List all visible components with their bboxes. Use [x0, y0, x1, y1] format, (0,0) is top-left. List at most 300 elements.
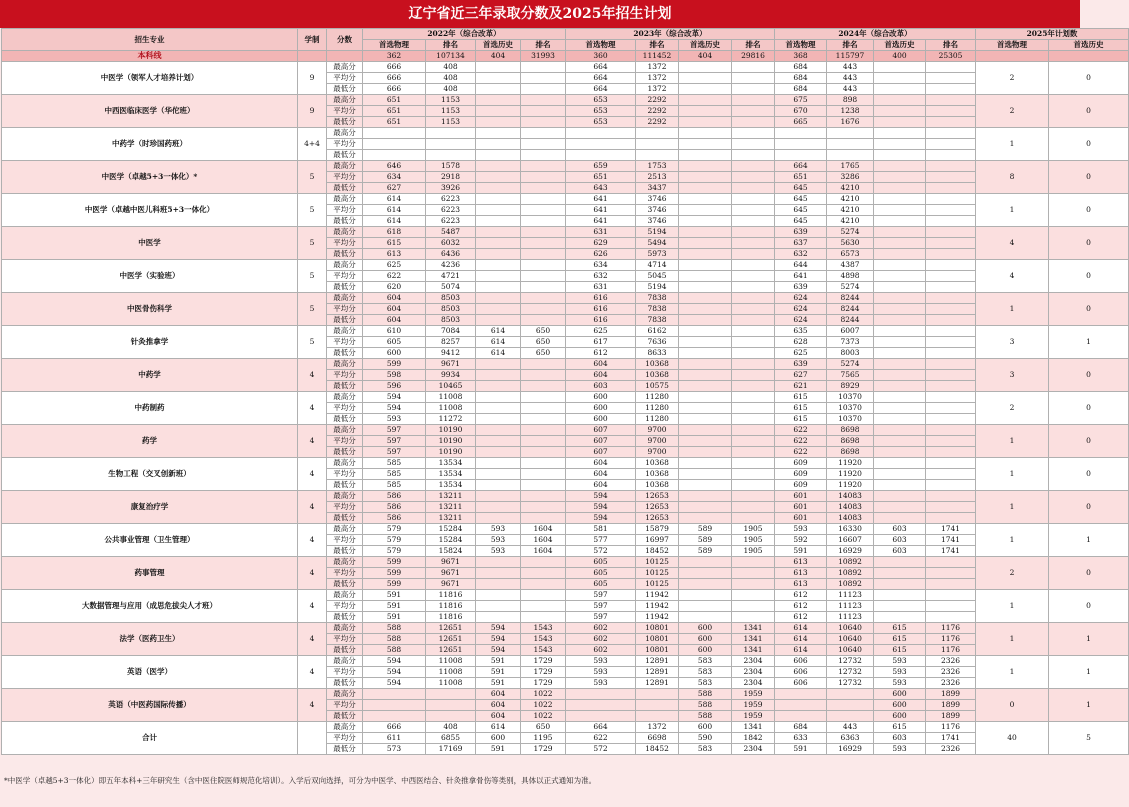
score-cell: 653 — [566, 106, 636, 117]
score-cell — [426, 128, 476, 139]
plan-physics: 2 — [976, 62, 1049, 95]
plan-physics: 1 — [976, 293, 1049, 326]
score-cell: 12732 — [827, 667, 874, 678]
score-cell — [679, 282, 732, 293]
score-cell — [363, 700, 426, 711]
score-label: 平均分 — [327, 436, 363, 447]
score-cell: 9700 — [636, 447, 679, 458]
major-name: 康复治疗学 — [2, 491, 298, 524]
score-cell: 10640 — [827, 623, 874, 634]
score-cell: 603 — [874, 524, 926, 535]
score-cell: 645 — [775, 205, 827, 216]
score-cell: 615 — [874, 722, 926, 733]
score-cell: 646 — [363, 161, 426, 172]
score-cell: 607 — [566, 447, 636, 458]
benke-label: 本科线 — [2, 51, 298, 62]
score-cell: 594 — [566, 513, 636, 524]
score-cell: 594 — [363, 667, 426, 678]
score-label: 最高分 — [327, 293, 363, 304]
score-cell: 637 — [775, 238, 827, 249]
score-cell: 1905 — [732, 524, 775, 535]
score-cell — [874, 392, 926, 403]
score-cell: 1543 — [521, 645, 566, 656]
plan-physics: 4 — [976, 227, 1049, 260]
score-cell: 3286 — [827, 172, 874, 183]
score-cell: 12651 — [426, 634, 476, 645]
score-cell — [679, 403, 732, 414]
score-cell: 593 — [476, 546, 521, 557]
score-cell — [476, 139, 521, 150]
score-cell — [827, 700, 874, 711]
score-cell: 606 — [775, 656, 827, 667]
score-cell — [775, 150, 827, 161]
score-cell: 1341 — [732, 634, 775, 645]
table-row — [2, 161, 1129, 172]
score-cell: 594 — [566, 491, 636, 502]
score-label: 最高分 — [327, 425, 363, 436]
score-cell — [521, 249, 566, 260]
plan-history: 1 — [1049, 623, 1129, 656]
score-cell: 10370 — [827, 414, 874, 425]
score-cell: 641 — [775, 271, 827, 282]
score-cell — [874, 414, 926, 425]
score-cell — [874, 216, 926, 227]
score-cell: 12732 — [827, 678, 874, 689]
score-cell: 408 — [426, 62, 476, 73]
score-cell — [521, 315, 566, 326]
major-xuezhi: 5 — [298, 227, 327, 260]
score-cell: 604 — [566, 480, 636, 491]
score-cell: 602 — [566, 634, 636, 645]
score-cell — [874, 139, 926, 150]
score-label: 平均分 — [327, 535, 363, 546]
score-cell: 666 — [363, 722, 426, 733]
score-cell — [679, 447, 732, 458]
score-cell: 591 — [476, 678, 521, 689]
score-cell: 408 — [426, 84, 476, 95]
score-cell: 9671 — [426, 568, 476, 579]
score-cell: 7084 — [426, 326, 476, 337]
score-cell: 612 — [775, 590, 827, 601]
score-cell — [827, 139, 874, 150]
score-cell: 2326 — [926, 667, 976, 678]
score-cell: 604 — [566, 359, 636, 370]
score-cell: 13534 — [426, 458, 476, 469]
score-cell: 614 — [476, 337, 521, 348]
score-cell — [476, 601, 521, 612]
score-cell — [476, 183, 521, 194]
score-cell: 1176 — [926, 722, 976, 733]
score-label: 最高分 — [327, 458, 363, 469]
score-cell: 4210 — [827, 183, 874, 194]
header-sub: 首选历史 — [679, 40, 732, 51]
score-cell — [566, 150, 636, 161]
score-cell: 593 — [363, 414, 426, 425]
plan-physics: 1 — [976, 623, 1049, 656]
score-cell: 10190 — [426, 447, 476, 458]
score-cell: 650 — [521, 722, 566, 733]
score-cell — [521, 62, 566, 73]
score-cell: 614 — [363, 194, 426, 205]
major-name: 中药学 — [2, 359, 298, 392]
score-cell: 10125 — [636, 557, 679, 568]
score-cell: 5487 — [426, 227, 476, 238]
score-cell — [732, 458, 775, 469]
major-name: 中西医临床医学（华佗班） — [2, 95, 298, 128]
score-cell: 7565 — [827, 370, 874, 381]
header-sub: 排名 — [926, 40, 976, 51]
score-label: 平均分 — [327, 304, 363, 315]
score-cell: 8503 — [426, 315, 476, 326]
score-cell: 10368 — [636, 370, 679, 381]
score-cell: 600 — [874, 700, 926, 711]
score-cell — [926, 249, 976, 260]
score-cell: 591 — [476, 667, 521, 678]
score-cell: 11008 — [426, 678, 476, 689]
score-cell: 588 — [679, 689, 732, 700]
score-cell — [521, 381, 566, 392]
score-cell: 1543 — [521, 634, 566, 645]
major-name: 中医学 — [2, 227, 298, 260]
score-cell: 601 — [775, 513, 827, 524]
score-cell: 599 — [363, 557, 426, 568]
score-cell: 588 — [679, 700, 732, 711]
table-row — [2, 326, 1129, 337]
score-cell — [874, 557, 926, 568]
score-cell — [926, 238, 976, 249]
score-cell — [926, 557, 976, 568]
score-cell — [521, 403, 566, 414]
score-label: 最高分 — [327, 656, 363, 667]
score-cell — [476, 425, 521, 436]
plan-history: 0 — [1049, 194, 1129, 227]
major-xuezhi: 5 — [298, 194, 327, 227]
score-cell: 4210 — [827, 194, 874, 205]
plan-history: 0 — [1049, 227, 1129, 260]
score-cell — [874, 370, 926, 381]
major-name: 英语（医学） — [2, 656, 298, 689]
score-label: 最高分 — [327, 194, 363, 205]
score-cell — [874, 590, 926, 601]
score-cell: 16929 — [827, 546, 874, 557]
score-cell: 11123 — [827, 590, 874, 601]
score-cell: 11280 — [636, 414, 679, 425]
major-xuezhi: 4 — [298, 458, 327, 491]
plan-physics: 40 — [976, 722, 1049, 755]
score-cell — [874, 62, 926, 73]
score-cell: 614 — [775, 634, 827, 645]
empty-cell — [976, 51, 1049, 62]
score-cell — [874, 403, 926, 414]
plan-history: 0 — [1049, 557, 1129, 590]
score-cell — [926, 348, 976, 359]
score-cell: 684 — [775, 62, 827, 73]
score-cell: 600 — [363, 348, 426, 359]
score-cell: 16929 — [827, 744, 874, 755]
score-cell: 3746 — [636, 194, 679, 205]
score-cell: 600 — [679, 645, 732, 656]
major-name: 中药学（时珍国药班） — [2, 128, 298, 161]
plan-history: 1 — [1049, 524, 1129, 557]
score-label: 最低分 — [327, 678, 363, 689]
score-label: 最低分 — [327, 348, 363, 359]
header-xuezhi: 学制 — [298, 29, 327, 51]
score-cell — [926, 513, 976, 524]
score-label: 平均分 — [327, 73, 363, 84]
score-cell — [566, 700, 636, 711]
score-label: 最高分 — [327, 590, 363, 601]
score-cell: 650 — [521, 348, 566, 359]
score-cell — [874, 502, 926, 513]
plan-history: 0 — [1049, 458, 1129, 491]
score-cell — [679, 348, 732, 359]
score-label: 最低分 — [327, 744, 363, 755]
score-cell: 6223 — [426, 205, 476, 216]
score-cell — [732, 513, 775, 524]
score-cell — [521, 601, 566, 612]
score-cell: 600 — [874, 711, 926, 722]
score-cell: 13211 — [426, 491, 476, 502]
score-cell: 9934 — [426, 370, 476, 381]
header-year: 2023年（综合改革） — [566, 29, 775, 40]
benke-value: 29816 — [732, 51, 775, 62]
score-cell — [521, 425, 566, 436]
score-cell — [476, 315, 521, 326]
score-cell: 10190 — [426, 425, 476, 436]
score-cell: 8698 — [827, 425, 874, 436]
score-cell: 616 — [566, 304, 636, 315]
score-cell: 586 — [363, 502, 426, 513]
score-cell: 13211 — [426, 513, 476, 524]
score-label: 最高分 — [327, 623, 363, 634]
score-cell: 622 — [363, 271, 426, 282]
score-cell: 7838 — [636, 293, 679, 304]
score-cell — [874, 128, 926, 139]
score-cell — [679, 425, 732, 436]
score-cell — [476, 205, 521, 216]
score-cell — [521, 282, 566, 293]
score-cell: 5973 — [636, 249, 679, 260]
score-cell: 898 — [827, 95, 874, 106]
score-cell: 17169 — [426, 744, 476, 755]
score-cell: 588 — [679, 711, 732, 722]
score-cell: 1741 — [926, 733, 976, 744]
score-cell: 10370 — [827, 392, 874, 403]
score-cell: 579 — [363, 524, 426, 535]
score-cell: 581 — [566, 524, 636, 535]
score-cell — [926, 359, 976, 370]
score-label: 平均分 — [327, 271, 363, 282]
score-cell: 600 — [679, 623, 732, 634]
benke-value: 115797 — [827, 51, 874, 62]
score-cell: 5274 — [827, 227, 874, 238]
score-cell — [926, 150, 976, 161]
score-cell: 590 — [679, 733, 732, 744]
score-cell — [521, 293, 566, 304]
score-cell — [926, 304, 976, 315]
score-cell: 664 — [566, 84, 636, 95]
score-cell — [521, 469, 566, 480]
score-cell — [926, 392, 976, 403]
score-cell — [476, 579, 521, 590]
major-name: 中药制药 — [2, 392, 298, 425]
score-cell: 9671 — [426, 579, 476, 590]
score-cell — [679, 436, 732, 447]
score-cell — [521, 183, 566, 194]
plan-physics: 0 — [976, 689, 1049, 722]
score-cell: 639 — [775, 227, 827, 238]
score-cell: 607 — [566, 425, 636, 436]
score-cell: 601 — [775, 491, 827, 502]
score-cell: 443 — [827, 84, 874, 95]
plan-history: 0 — [1049, 128, 1129, 161]
score-cell: 1022 — [521, 689, 566, 700]
score-cell — [874, 84, 926, 95]
score-cell — [874, 150, 926, 161]
score-cell — [679, 414, 732, 425]
score-cell — [732, 161, 775, 172]
score-cell: 612 — [775, 601, 827, 612]
score-cell — [679, 183, 732, 194]
score-label: 最高分 — [327, 128, 363, 139]
score-cell — [679, 568, 732, 579]
score-cell — [476, 128, 521, 139]
score-label: 平均分 — [327, 634, 363, 645]
score-cell — [679, 480, 732, 491]
admission-table — [1, 28, 1129, 755]
score-cell — [926, 282, 976, 293]
score-cell — [732, 238, 775, 249]
score-cell — [874, 106, 926, 117]
score-cell — [679, 370, 732, 381]
score-cell: 645 — [775, 194, 827, 205]
major-name: 法学（医药卫生） — [2, 623, 298, 656]
score-cell — [926, 271, 976, 282]
score-cell: 4714 — [636, 260, 679, 271]
score-cell: 10368 — [636, 480, 679, 491]
score-cell: 6162 — [636, 326, 679, 337]
score-cell — [363, 711, 426, 722]
score-cell — [874, 458, 926, 469]
score-cell — [521, 458, 566, 469]
score-cell: 613 — [775, 557, 827, 568]
score-cell: 1842 — [732, 733, 775, 744]
score-cell — [874, 227, 926, 238]
score-cell — [926, 381, 976, 392]
score-label: 最高分 — [327, 326, 363, 337]
score-cell — [363, 150, 426, 161]
score-cell — [874, 205, 926, 216]
score-cell: 12653 — [636, 502, 679, 513]
score-cell: 616 — [566, 315, 636, 326]
score-label: 最低分 — [327, 480, 363, 491]
table-row — [2, 557, 1129, 568]
score-cell: 6007 — [827, 326, 874, 337]
score-cell — [679, 612, 732, 623]
score-label: 平均分 — [327, 370, 363, 381]
score-cell: 600 — [476, 733, 521, 744]
score-cell — [476, 172, 521, 183]
score-cell — [926, 183, 976, 194]
score-cell: 629 — [566, 238, 636, 249]
score-cell — [926, 194, 976, 205]
score-label: 最高分 — [327, 95, 363, 106]
score-cell: 1959 — [732, 711, 775, 722]
score-cell — [426, 700, 476, 711]
score-cell: 11920 — [827, 480, 874, 491]
score-cell: 1729 — [521, 656, 566, 667]
score-cell — [679, 194, 732, 205]
major-xuezhi: 4 — [298, 656, 327, 689]
score-cell: 15879 — [636, 524, 679, 535]
score-cell: 604 — [476, 711, 521, 722]
score-cell: 11280 — [636, 392, 679, 403]
score-label: 平均分 — [327, 403, 363, 414]
score-cell — [636, 689, 679, 700]
score-cell — [476, 293, 521, 304]
plan-physics: 1 — [976, 128, 1049, 161]
score-cell: 664 — [566, 722, 636, 733]
score-cell: 11008 — [426, 656, 476, 667]
score-cell: 675 — [775, 95, 827, 106]
major-xuezhi: 5 — [298, 260, 327, 293]
score-cell: 12732 — [827, 656, 874, 667]
score-cell: 1372 — [636, 84, 679, 95]
score-cell: 11280 — [636, 403, 679, 414]
score-cell: 5630 — [827, 238, 874, 249]
score-cell — [732, 425, 775, 436]
score-cell: 11816 — [426, 590, 476, 601]
score-cell: 622 — [775, 425, 827, 436]
header-sub: 排名 — [636, 40, 679, 51]
score-label: 最高分 — [327, 722, 363, 733]
score-cell: 651 — [775, 172, 827, 183]
header-sub: 首选物理 — [775, 40, 827, 51]
score-cell — [732, 260, 775, 271]
score-cell — [521, 513, 566, 524]
score-cell — [679, 205, 732, 216]
score-cell: 628 — [775, 337, 827, 348]
score-cell: 10640 — [827, 634, 874, 645]
score-cell — [679, 238, 732, 249]
score-cell: 583 — [679, 667, 732, 678]
score-cell: 594 — [363, 392, 426, 403]
score-cell — [732, 579, 775, 590]
score-cell — [732, 227, 775, 238]
score-cell: 625 — [566, 326, 636, 337]
score-cell: 591 — [775, 546, 827, 557]
major-xuezhi: 4 — [298, 392, 327, 425]
score-cell: 15284 — [426, 535, 476, 546]
score-label: 最高分 — [327, 62, 363, 73]
score-cell: 624 — [775, 315, 827, 326]
score-cell: 615 — [874, 645, 926, 656]
score-cell — [521, 150, 566, 161]
score-cell: 6436 — [426, 249, 476, 260]
score-cell — [476, 590, 521, 601]
score-cell: 684 — [775, 722, 827, 733]
score-cell: 603 — [566, 381, 636, 392]
score-cell: 9671 — [426, 359, 476, 370]
score-cell — [874, 513, 926, 524]
score-cell — [874, 194, 926, 205]
benke-value: 25305 — [926, 51, 976, 62]
score-cell: 615 — [874, 634, 926, 645]
plan-physics: 8 — [976, 161, 1049, 194]
score-cell — [926, 128, 976, 139]
plan-physics: 2 — [976, 557, 1049, 590]
score-cell: 3746 — [636, 216, 679, 227]
